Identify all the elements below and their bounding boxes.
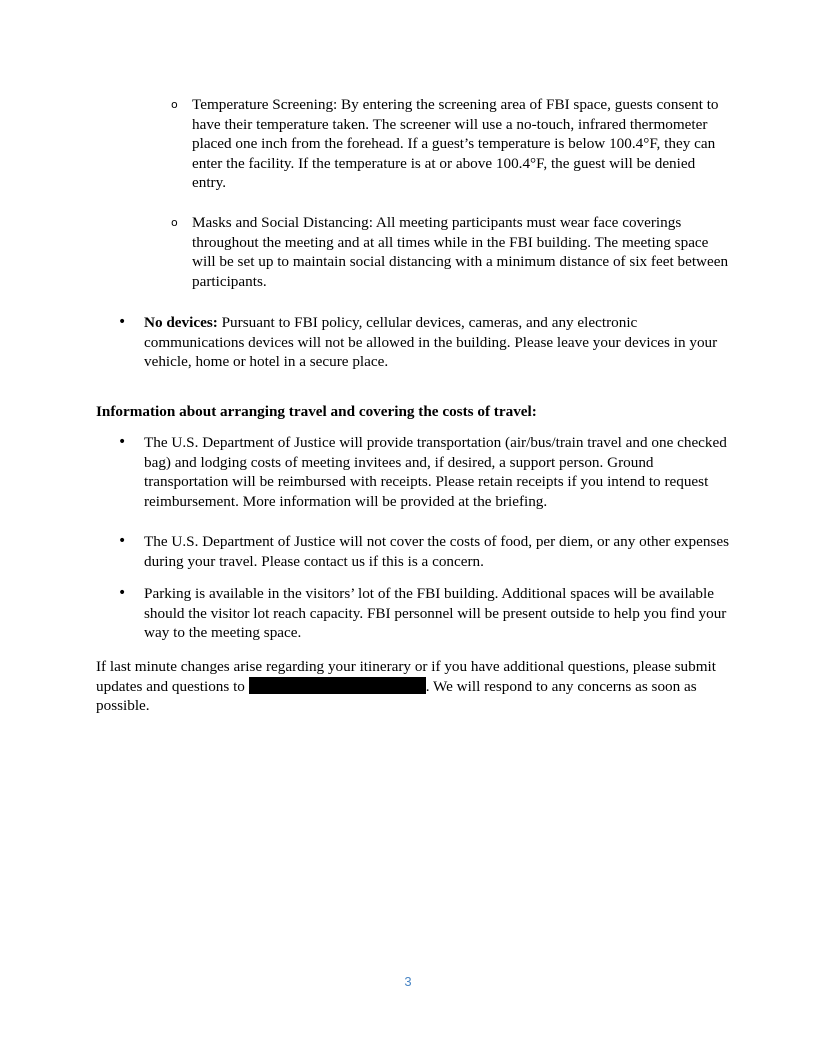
no-devices-text <box>144 313 729 372</box>
temperature-screening-text: Temperature Screening: By entering the screening area of FBI space, guests consent to have their temperature taken. The screener will use a no-touch, infrared thermometer placed one inch from the forehead. If a guest’s temperature is below 100.4°F, they can enter the facility. If the temperature is at or above 100.4°F, the guest will be denied entry. <box>192 96 719 192</box>
parking-text: Parking is available in the visitors’ lot of the FBI building. Additional spaces will be available should the visitor lot reach capacity. FBI personnel will be present outside to help you find your way to the meeting space. <box>144 585 727 642</box>
masks-social-distancing-text: Masks and Social Distancing: All meeting participants must wear face coverings throughout the meeting and at all times while in the FBI building. The meeting space will be set up to maintain social distancing with a minimum distance of six feet between participants. <box>192 214 729 290</box>
no-devices-body: Pursuant to FBI policy, cellular devices, cameras, and any electronic communications devices will not be allowed in the building. Please leave your devices in your vehicle, home or hotel in a secure place. <box>144 314 718 371</box>
bullet-icon: • <box>118 314 127 330</box>
closing-text-after: . We will respond to any concerns as soon as possible. <box>96 677 697 715</box>
hollow-circle-bullet-icon: o <box>171 98 178 111</box>
no-devices-label: No devices: <box>144 314 218 331</box>
page-number: 3 <box>404 974 412 989</box>
closing-text-before: If last minute changes arise regarding your itinerary or if you have additional questions, please submit updates and questions to <box>96 658 716 695</box>
closing-paragraph <box>96 657 726 716</box>
bullet-icon: • <box>118 533 127 549</box>
bullet-icon: • <box>118 434 127 450</box>
redacted-email-block <box>249 677 426 694</box>
bullet-icon: • <box>118 585 127 601</box>
hollow-circle-bullet-icon: o <box>171 216 178 229</box>
travel-heading: Information about arranging travel and covering the costs of travel: <box>96 403 537 420</box>
transportation-text: The U.S. Department of Justice will provide transportation (air/bus/train travel and one checked bag) and lodging costs of meeting invitees and, if desired, a support person. Ground transportation will be reimbursed with receipts. Please retain receipts if you intend to request reimbursement. More information will be provided at the briefing. <box>144 434 727 510</box>
costs-text: The U.S. Department of Justice will not cover the costs of food, per diem, or any other expenses during your travel. Please contact us if this is a concern. <box>144 533 729 570</box>
